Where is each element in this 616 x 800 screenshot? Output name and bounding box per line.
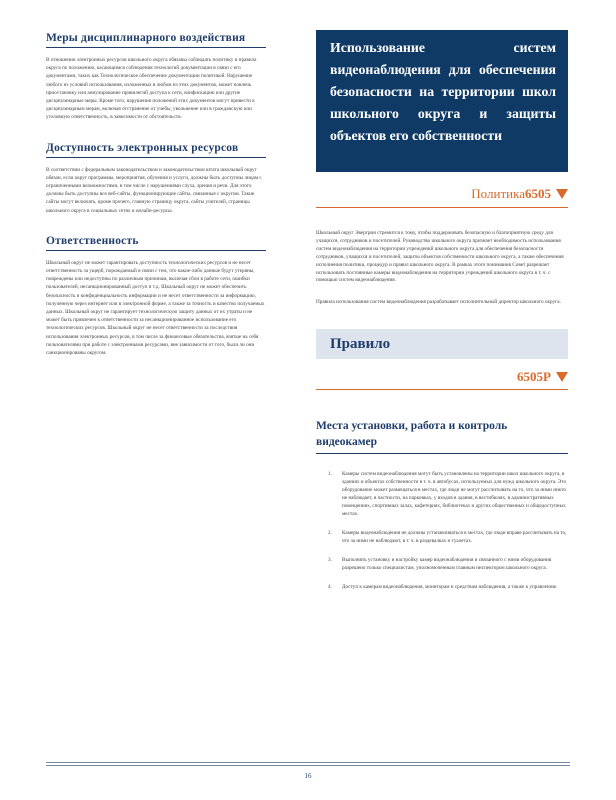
left-column bbox=[46, 32, 266, 377]
policy-title-box bbox=[316, 30, 568, 172]
rule-number: 6505P bbox=[517, 369, 551, 385]
subheading-cameras: Места установки, работа и контроль видеокамер bbox=[316, 418, 568, 454]
policy-number: 6505 bbox=[525, 186, 551, 201]
heading-accessibility: Доступность электронных ресурсов bbox=[46, 142, 266, 158]
rule-label: Правило bbox=[330, 335, 391, 352]
triangle-down-icon bbox=[556, 372, 568, 382]
list-item: 4. Доступ к камерам видеонаблюдения, мониторам и средствам наблюдения, а также к управлению bbox=[328, 584, 557, 591]
camera-rules-list bbox=[316, 470, 568, 591]
policy-intro: Школьный округ Эвергрин стремится к тому, чтобы поддерживать безопасную и благоприятную среду для учащихся, сотрудников и посетителей. Руководство школьного округа признает необходимость использования систем видеонаблюдения на территории учреждений школьного округа для обеспечения безопасности сотрудников, учащихся и посетителей, защиты объектов собственности школьного округа, а также обеспечения исполнения политики, процедур и правил школьного округа. В рамках этого понимания Совет разрешает использовать постоянные камеры видеонаблюдения на территории учреждений школьного округа в т. ч. с помощью систем видеонаблюдения. bbox=[316, 230, 564, 284]
discipline-text: В отношении электронных ресурсов школьного округа обязаны соблюдать политику и правила округа по положению, касающимся соблюдения технологий документации в связи с его документами, таких как Технологическое обеспечение документации политикой. Нарушение любого из условий использования, изложенных в любом из этих документов, может повлечь приостановку или аннулирование привилегий доступа к сети, конфискацию или другие дисциплинарные меры. Кроме того, нарушения положений этих документов могут привести к дисциплинарным мерам, включая отстранение от учебы, увольнение или в гражданскую или уголовную ответственность, в зависимости от обстоятельств. bbox=[46, 57, 257, 121]
policy-number-row bbox=[316, 186, 568, 208]
policy-intro-2: Правила использования систем видеонаблюдения разрабатывает исполнительный директор школьного округа. bbox=[316, 299, 561, 306]
heading-liability: Ответственность bbox=[46, 235, 266, 251]
list-item: 3. Выполнять установку и настройку камер видеонаблюдения и связанного с ними оборудования разрешено только специалистам, уполномоченным главным инспектором школьного округа. bbox=[328, 557, 552, 572]
heading-discipline: Меры дисциплинарного воздействия bbox=[46, 32, 266, 48]
footer-rule bbox=[46, 762, 570, 763]
page-number: 16 bbox=[304, 772, 312, 780]
footer-rule-2 bbox=[46, 765, 570, 766]
right-column bbox=[316, 30, 568, 602]
list-item: 1. Камеры систем видеонаблюдения могут быть установлены на территории школ школьного округа, в зданиях и объектах собственности в т. ч. в автобусах, используемых для нужд школьного округа. Это оборудование может размещаться в местах, где люди не могут рассчитывать на то, что за ними никто не наблюдает, в частности, на парковках, у входов в здания, в вестибюлях, в административных помещениях, спортивных залах, кафетериях, библиотеках и других общественных и общедоступных местах. bbox=[328, 471, 567, 518]
liability-text: Школьный округ не может гарантировать доступность технологических ресурсов и не несет ответственность за ущерб, порождаемый в связи с тем, что какие-либо данные будут утеряны, повреждены или недоступны по различным причинам, включая сбои в работе сети, ошибки пользователей, несанкционированный доступ и т.д. Школьный округ не может обеспечить безопасность и конфиденциальность информации и не несет ответственности за информацию, полученную через интернет или в электронной форме, а также за точность и качество получаемых данных. Школьный округ не гарантирует технологическую защиту данных от их утраты и не может быть привлечен к ответственности за несанкционированное использование его технологических ресурсов. Школьный округ не несет ответственности за последствия использования электронных ресурсов, в том числе за финансовые обязательства, взятые на себя пользователями при работе с электронными ресурсами, вне зависимости от того, были ли они санкционированы округом. bbox=[46, 259, 265, 357]
policy-title: Использование систем видеонаблюдения для обеспечения безопасности на территории школ школьного округа и защиты объектов его собственности bbox=[330, 40, 556, 143]
rule-bar bbox=[316, 329, 568, 359]
accessibility-text: В соответствии с федеральным законодательством и законодательством штата школьный округ обязан, если округ программы, мероприятия, обучения и услуги, должны быть доступны лицам с ограниченными возможностями, в том числе с нарушениями слуха, зрения и речи. Для этого должны быть доступны все веб-сайты, функционирующие сайты, связанные с округом. Такие сайты могут включать, кроме прочего, главную страницу округа, сайты учителей, страницы школьного округа в социальных сетях и онлайн-ресурсы. bbox=[46, 166, 262, 214]
list-item: 2. Камеры видеонаблюдения не должны устанавливаться в местах, где люди вправе рассчитывать на то, что за ними не наблюдают, в т. ч. в раздевалках и туалетах. bbox=[328, 530, 567, 545]
policy-label: Политика6505 bbox=[471, 186, 551, 201]
triangle-down-icon bbox=[556, 189, 568, 199]
rule-number-row bbox=[316, 369, 568, 390]
